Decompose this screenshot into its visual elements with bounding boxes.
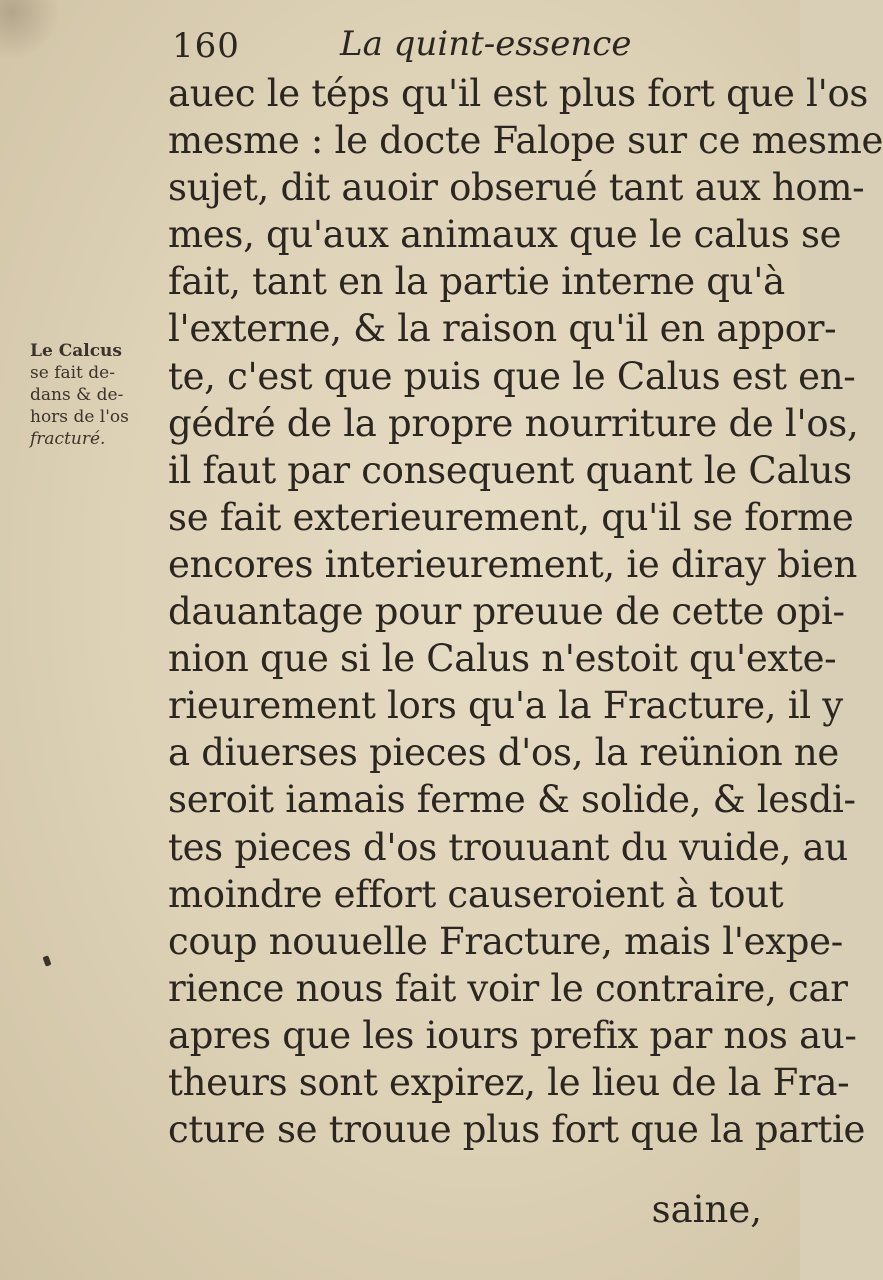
text-line: nion que si le Calus n'estoit qu'exte-: [168, 637, 837, 681]
text-line: seroit iamais ferme & solide, & lesdi-: [168, 778, 856, 822]
text-line: a diuerses pieces d'os, la reünion ne: [168, 731, 840, 775]
running-head: La quint-essence: [340, 24, 632, 64]
text-line: mesme : le docte Falope sur ce mesme: [168, 119, 883, 163]
page-number: 160: [172, 26, 240, 66]
marginal-note-line: dans & de-: [30, 385, 124, 405]
text-line: encores interieurement, ie diray bien: [168, 542, 858, 586]
text-line: apres que les iours prefix par nos au-: [168, 1013, 857, 1057]
marginal-note-line: se fait de-: [30, 363, 115, 383]
text-line: cture se trouue plus fort que la partie: [168, 1108, 866, 1152]
text-line: rieurement lors qu'a la Fracture, il y: [168, 684, 843, 728]
text-line: mes, qu'aux animaux que le calus se: [168, 213, 842, 257]
text-line: sujet, dit auoir obserué tant aux hom-: [168, 166, 865, 210]
ink-mark: [42, 955, 51, 966]
page-header: [172, 20, 772, 70]
text-line: tes pieces d'os trouuant du vuide, au: [168, 825, 848, 869]
marginal-note-line: fracturé.: [30, 429, 106, 449]
text-line: l'externe, & la raison qu'il en appor-: [168, 307, 837, 351]
corner-stain: [0, 0, 60, 60]
text-line: theurs sont expirez, le lieu de la Fra-: [168, 1060, 850, 1104]
catchword: saine,: [651, 1188, 762, 1231]
text-line: fait, tant en la partie interne qu'à: [168, 260, 785, 304]
text-line: il faut par consequent quant le Calus: [168, 448, 852, 492]
text-line: gédré de la propre nourriture de l'os,: [168, 401, 859, 445]
text-line: te, c'est que puis que le Calus est en-: [168, 354, 856, 398]
text-line: dauantage pour preuue de cette opi-: [168, 590, 845, 634]
text-line: moindre effort causeroient à tout: [168, 872, 784, 916]
text-line: auec le téps qu'il est plus fort que l'os: [168, 72, 869, 115]
marginal-note-line: hors de l'os: [30, 407, 129, 427]
text-line: se fait exterieurement, qu'il se forme: [168, 495, 854, 539]
text-line: coup nouuelle Fracture, mais l'expe-: [168, 919, 843, 963]
text-line: rience nous fait voir le contraire, car: [168, 966, 848, 1010]
marginal-note-line: Le Calcus: [30, 341, 122, 361]
marginal-note: [30, 340, 160, 450]
body-text: [168, 70, 883, 1153]
